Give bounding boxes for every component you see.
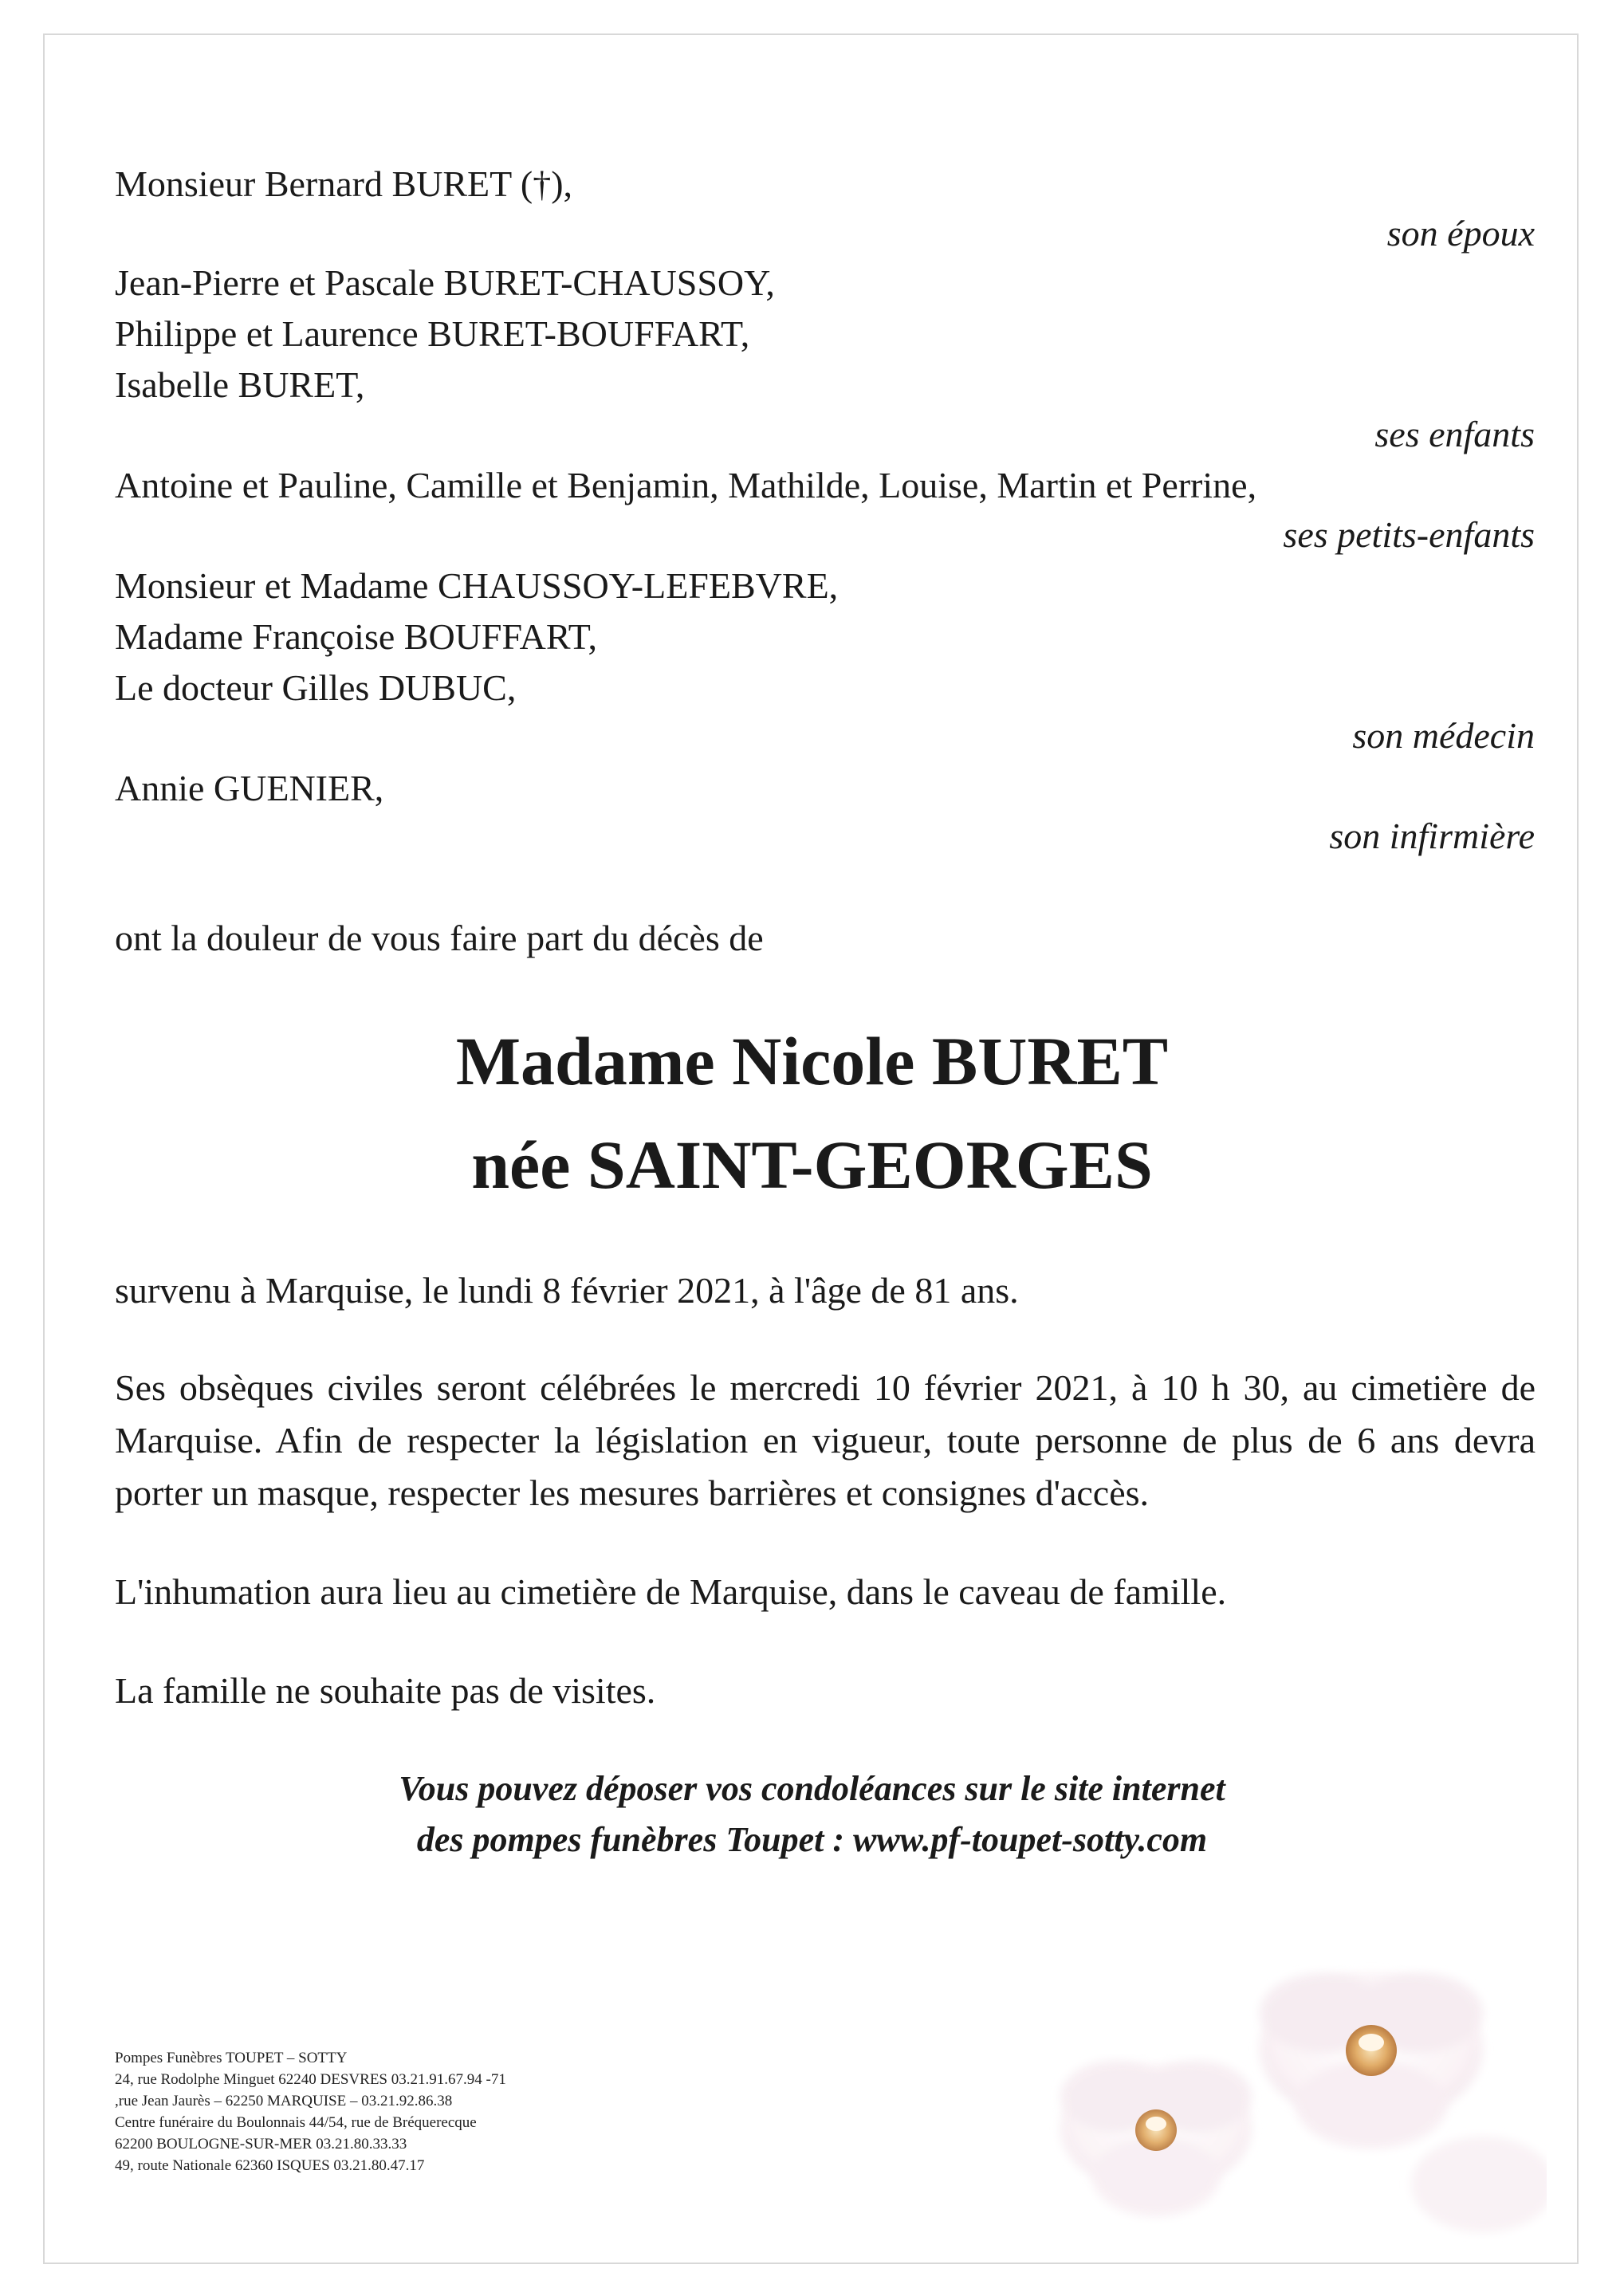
footer-line: Pompes Funèbres TOUPET – SOTTY	[115, 2050, 348, 2066]
footer-line: ,rue Jean Jaurès – 62250 MARQUISE – 03.21.92.86.38	[115, 2093, 453, 2109]
condolences-line: Vous pouvez déposer vos condoléances sur le site internet	[399, 1769, 1225, 1808]
orchid-left	[1060, 2061, 1252, 2216]
nurse-role: son infirmière	[1329, 816, 1535, 856]
orchid-right	[1260, 1973, 1483, 2149]
doctor-name: Le docteur Gilles DUBUC,	[115, 667, 517, 708]
footer-line: Centre funéraire du Boulonnais 44/54, rue de Bréquerecque	[115, 2114, 477, 2131]
relative-name: Monsieur et Madame CHAUSSOY-LEFEBVRE,	[115, 565, 839, 606]
announcement-text: ont la douleur de vous faire part du décès de	[115, 918, 764, 958]
grandchildren-role: ses petits-enfants	[1283, 514, 1535, 555]
spouse-name: Monsieur Bernard BURET (†),	[115, 163, 573, 204]
footer-line: 24, rue Rodolphe Minguet 62240 DESVRES 03.21.91.67.94 -71	[115, 2071, 506, 2088]
death-info: survenu à Marquise, le lundi 8 février 2021, à l'âge de 81 ans.	[115, 1270, 1019, 1311]
orchid-petal-blur	[1411, 2137, 1547, 2232]
grandchildren-names: Antoine et Pauline, Camille et Benjamin, Mathilde, Louise, Martin et Perrine,	[115, 465, 1257, 505]
children-role: ses enfants	[1374, 414, 1535, 454]
relative-name: Madame Françoise BOUFFART,	[115, 616, 597, 657]
child-name: Isabelle BURET,	[115, 364, 365, 405]
visits-info: La famille ne souhaite pas de visites.	[115, 1670, 656, 1711]
child-name: Philippe et Laurence BURET-BOUFFART,	[115, 313, 750, 354]
spouse-role: son époux	[1386, 213, 1535, 254]
footer-line: 62200 BOULOGNE-SUR-MER 03.21.80.33.33	[115, 2136, 407, 2152]
deceased-name: Madame Nicole BURET	[455, 1023, 1169, 1099]
condolences-line: des pompes funèbres Toupet : www.pf-toupet-sotty.com	[416, 1820, 1208, 1859]
doctor-role: son médecin	[1352, 715, 1535, 756]
nurse-name: Annie GUENIER,	[115, 768, 384, 808]
child-name: Jean-Pierre et Pascale BURET-CHAUSSOY,	[115, 262, 775, 303]
deceased-maiden-name: née SAINT-GEORGES	[471, 1126, 1153, 1203]
burial-info: L'inhumation aura lieu au cimetière de Marquise, dans le caveau de famille.	[115, 1571, 1227, 1612]
funeral-info: Ses obsèques civiles seront célébrées le mercredi 10 février 2021, à 10 h 30, au cimetière de Marquise. Afin de respecter la législation en vigueur, toute personne de plus de 6 ans devra porter un masque, respecter les mesures barrières et consignes d'accès.	[115, 1367, 1536, 1513]
footer-line: 49, route Nationale 62360 ISQUES 03.21.80.47.17	[115, 2157, 425, 2174]
funeral-home-address	[115, 2047, 506, 2176]
orchid-flowers-image	[1036, 1945, 1547, 2256]
